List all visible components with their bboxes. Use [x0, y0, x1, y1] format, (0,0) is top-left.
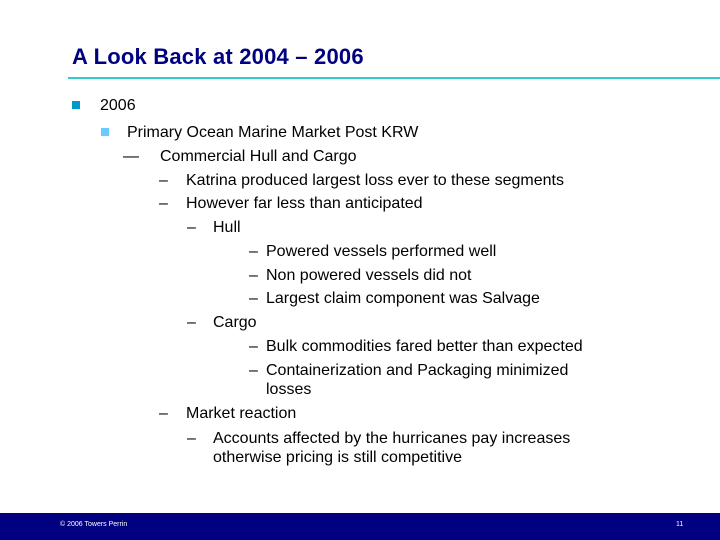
- square-bullet-icon: [101, 128, 109, 136]
- endash-marker: –: [159, 195, 168, 212]
- title-divider: [68, 77, 720, 79]
- bullet-containerization: Containerization and Packaging minimized: [266, 362, 569, 379]
- bullet-accounts-affected: Accounts affected by the hurricanes pay increases: [213, 430, 571, 447]
- bullet-containerization-cont: losses: [266, 381, 312, 398]
- bullet-market: Primary Ocean Marine Market Post KRW: [127, 124, 419, 141]
- footer-bar: [0, 513, 720, 540]
- slide-title: A Look Back at 2004 – 2006: [72, 44, 364, 69]
- bullet-commercial-hull-cargo: Commercial Hull and Cargo: [160, 148, 357, 165]
- endash-marker: –: [249, 290, 258, 307]
- bullet-anticipated: However far less than anticipated: [186, 195, 423, 212]
- endash-marker: –: [187, 430, 196, 447]
- bullet-bulk-commodities: Bulk commodities fared better than expected: [266, 338, 583, 355]
- bullet-accounts-affected-cont: otherwise pricing is still competitive: [213, 449, 462, 466]
- bullet-market-reaction: Market reaction: [186, 405, 297, 422]
- endash-marker: –: [249, 243, 258, 260]
- endash-marker: –: [187, 219, 196, 236]
- endash-marker: –: [187, 314, 196, 331]
- bullet-year: 2006: [100, 97, 136, 114]
- bullet-hull: Hull: [213, 219, 241, 236]
- bullet-salvage: Largest claim component was Salvage: [266, 290, 540, 307]
- endash-marker: –: [249, 267, 258, 284]
- bullet-non-powered: Non powered vessels did not: [266, 267, 472, 284]
- bullet-cargo: Cargo: [213, 314, 257, 331]
- endash-marker: –: [249, 362, 258, 379]
- page-number: 11: [676, 521, 684, 528]
- bullet-powered-vessels: Powered vessels performed well: [266, 243, 497, 260]
- square-bullet-icon: [72, 101, 80, 109]
- endash-marker: –: [249, 338, 258, 355]
- footer-copyright: © 2006 Towers Perrin: [60, 521, 128, 528]
- endash-marker: –: [159, 405, 168, 422]
- endash-marker: –: [159, 172, 168, 189]
- emdash-marker: —: [123, 148, 139, 165]
- bullet-katrina: Katrina produced largest loss ever to these segments: [186, 172, 564, 189]
